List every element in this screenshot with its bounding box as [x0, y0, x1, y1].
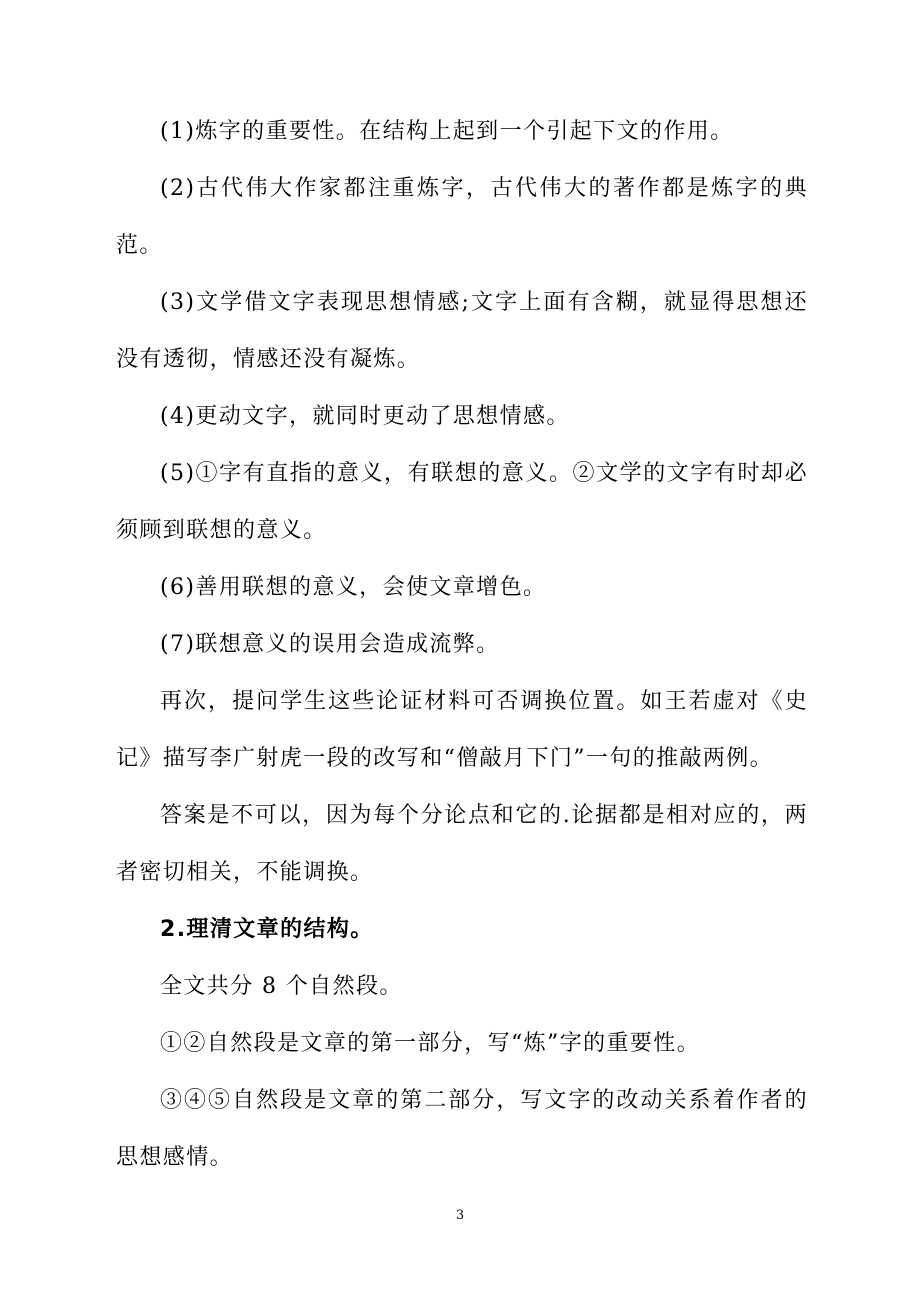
- paragraph-point-4: (4)更动文字，就同时更动了思想情感。: [160, 404, 570, 429]
- paragraph-point-3: (3)文学借文字表现思想情感;文字上面有含糊，就显得思想还没有透彻，情感还没有凝炼。: [116, 290, 808, 372]
- paragraph-question: 再次，提问学生这些论证材料可否调换位置。如王若虚对《史记》描写李广射虎一段的改写和“僧敲月下门”一句的推敲两例。: [116, 689, 808, 771]
- document-body: [116, 103, 808, 1186]
- paragraph-point-5: (5)①字有直指的意义，有联想的意义。②文学的文字有时却必须顾到联想的意义。: [116, 461, 808, 543]
- paragraph-part-one: ①②自然段是文章的第一部分，写“炼”字的重要性。: [160, 1031, 701, 1056]
- paragraph-answer: 答案是不可以，因为每个分论点和它的.论据都是相对应的，两者密切相关，不能调换。: [116, 803, 808, 885]
- paragraph-point-7: (7)联想意义的误用会造成流弊。: [160, 632, 500, 657]
- paragraph-point-6: (6)善用联想的意义，会使文章增色。: [160, 575, 547, 600]
- paragraph-point-2: (2)古代伟大作家都注重炼字，古代伟大的著作都是炼字的典范。: [116, 176, 808, 258]
- paragraph-structure-overview: 全文共分 8 个自然段。: [160, 974, 403, 999]
- paragraph-part-two: ③④⑤自然段是文章的第二部分，写文字的改动关系着作者的思想感情。: [116, 1088, 808, 1170]
- paragraph-point-1: (1)炼字的重要性。在结构上起到一个引起下文的作用。: [160, 119, 734, 144]
- section-heading-structure: 2.理清文章的结构。: [160, 917, 374, 942]
- page-number: 3: [455, 1208, 465, 1223]
